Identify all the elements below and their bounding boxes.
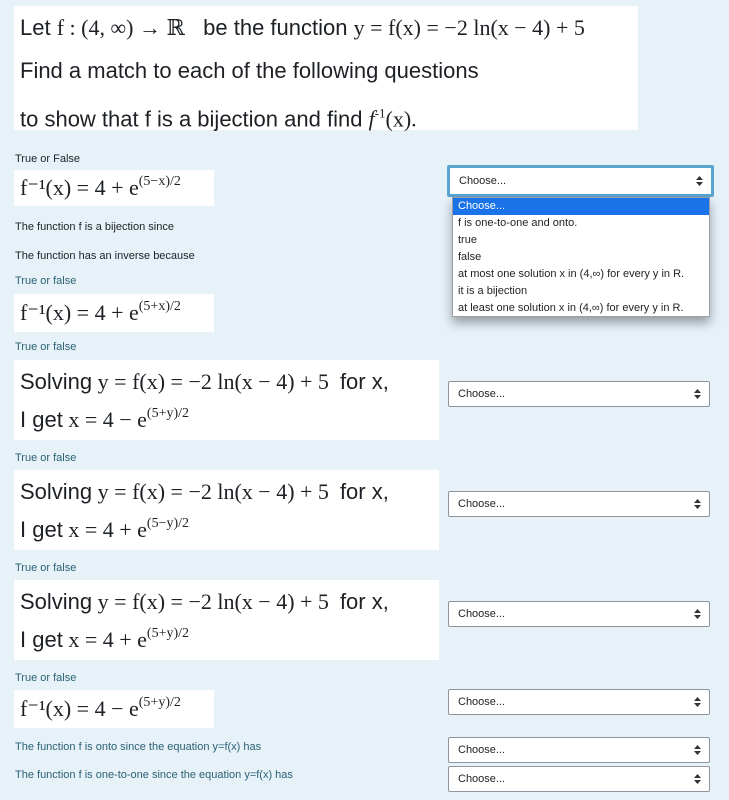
q1-select[interactable]: Choose... bbox=[447, 165, 714, 197]
select-arrow-icon bbox=[694, 773, 701, 785]
dropdown-option[interactable]: false bbox=[458, 251, 482, 263]
intro-line-1: Let f : (4, ∞) → ℝ be the function y = f(x) = −2 ln(x − 4) + 5 bbox=[20, 15, 585, 40]
q2-stem: The function f is a bijection since bbox=[15, 221, 174, 233]
q1-dropdown-list[interactable] bbox=[452, 197, 710, 317]
select-arrow-icon bbox=[694, 498, 701, 510]
select-arrow-icon bbox=[696, 175, 703, 187]
dropdown-option[interactable]: true bbox=[458, 234, 477, 246]
q9-stem: The function f is onto since the equation y=f(x) has bbox=[15, 741, 262, 753]
q6-select[interactable]: Choose... bbox=[448, 491, 710, 517]
q7-box: Solving y = f(x) = −2 ln(x − 4) + 5 for x, I get $x = 4 + e^{(5+y)/2}$ bbox=[14, 580, 439, 660]
q4-label: True or false bbox=[15, 275, 77, 287]
q4-formula-box: $f^{-1}(x) = 4 + e^{(5+x)/2}$ bbox=[14, 294, 214, 332]
q9-select[interactable]: Choose... bbox=[448, 737, 710, 763]
intro-line-2: Find a match to each of the following questions bbox=[20, 58, 479, 83]
dropdown-option[interactable]: at least one solution x in (4,∞) for every y in R. bbox=[458, 302, 684, 314]
q5-select[interactable]: Choose... bbox=[448, 381, 710, 407]
q7-label: True or false bbox=[15, 562, 77, 574]
dropdown-option[interactable]: at most one solution x in (4,∞) for every y in R. bbox=[458, 268, 685, 280]
q1-label: True or False bbox=[15, 153, 81, 165]
select-arrow-icon bbox=[694, 388, 701, 400]
q5-label: True or false bbox=[15, 341, 77, 353]
q3-stem: The function has an inverse because bbox=[15, 250, 195, 262]
q8-label: True or false bbox=[15, 672, 77, 684]
select-arrow-icon bbox=[694, 696, 701, 708]
q10-select[interactable]: Choose... bbox=[448, 766, 710, 792]
q7-select[interactable]: Choose... bbox=[448, 601, 710, 627]
q8-select[interactable]: Choose... bbox=[448, 689, 710, 715]
dropdown-option[interactable]: Choose... bbox=[453, 198, 709, 215]
intro-line-3: to show that f is a bijection and find $f^{-1}(x)$. bbox=[20, 106, 417, 132]
q5-box: Solving y = f(x) = −2 ln(x − 4) + 5 for x, I get $x = 4 - e^{(5+y)/2}$ bbox=[14, 360, 439, 440]
q10-stem: The function f is one-to-one since the equation y=f(x) has bbox=[15, 769, 293, 781]
select-arrow-icon bbox=[694, 744, 701, 756]
q6-label: True or false bbox=[15, 452, 77, 464]
q1-formula-box: $f^{-1}(x) = 4 + e^{(5-x)/2}$ bbox=[14, 170, 214, 206]
dropdown-option[interactable]: it is a bijection bbox=[458, 285, 528, 297]
select-arrow-icon bbox=[694, 608, 701, 620]
q8-formula-box: $f^{-1}(x) = 4 - e^{(5+y)/2}$ bbox=[14, 690, 214, 728]
q6-box: Solving y = f(x) = −2 ln(x − 4) + 5 for x, I get $x = 4 + e^{(5-y)/2}$ bbox=[14, 470, 439, 550]
dropdown-option[interactable]: f is one-to-one and onto. bbox=[458, 217, 578, 229]
